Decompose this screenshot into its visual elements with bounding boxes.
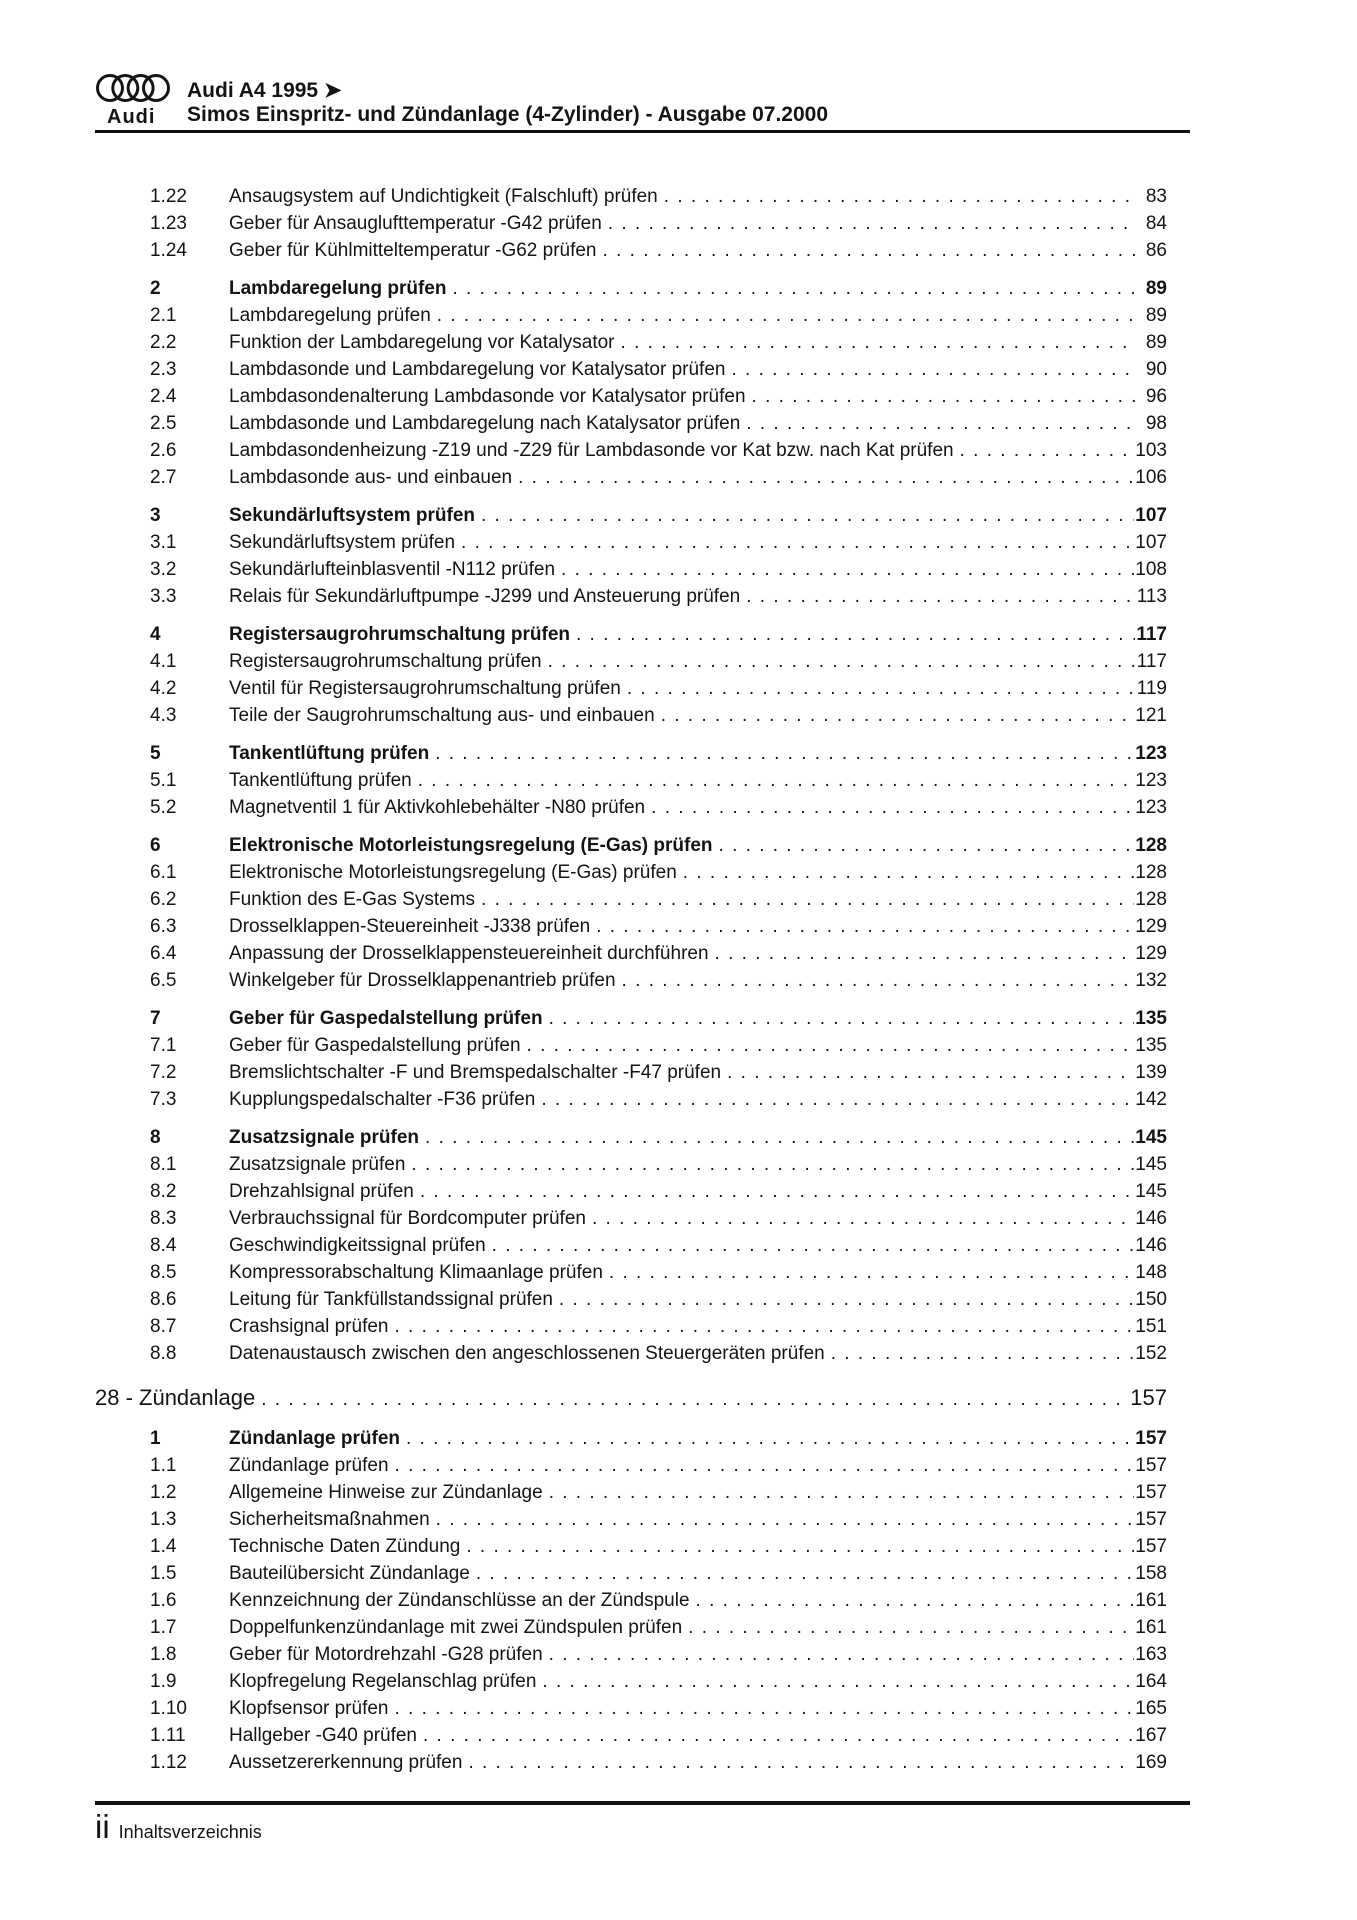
toc-row-title: Geber für Gaspedalstellung prüfen (229, 1035, 521, 1056)
toc-row-title: Bauteilübersicht Zündanlage (229, 1563, 470, 1584)
toc-row (150, 1340, 1167, 1367)
toc-row-title: Geschwindigkeitssignal prüfen (229, 1235, 486, 1256)
dot-leader (688, 1614, 1134, 1641)
dot-leader (436, 1506, 1135, 1533)
toc-row-page: 169 (1135, 1752, 1167, 1773)
toc-row (150, 967, 1167, 994)
footer-page-number: ii (95, 1808, 110, 1845)
dot-leader (466, 1533, 1134, 1560)
toc-row (150, 740, 1167, 767)
footer-divider (95, 1801, 1190, 1805)
toc-row-page: 123 (1135, 797, 1167, 818)
footer-label: Inhaltsverzeichnis (118, 1822, 262, 1842)
toc-row-number: 1.22 (150, 186, 187, 207)
toc-row-page: 119 (1136, 678, 1167, 699)
toc-row-page: 129 (1135, 943, 1167, 964)
toc-row-number: 3.2 (150, 559, 177, 580)
dot-leader (661, 702, 1135, 729)
toc-row-page: 145 (1135, 1181, 1167, 1202)
toc-row-page: 163 (1135, 1644, 1167, 1665)
toc-row-number: 8.5 (150, 1262, 177, 1283)
toc-row-page: 135 (1135, 1008, 1167, 1029)
toc-row-page: 121 (1135, 705, 1167, 726)
toc-row-page: 167 (1135, 1725, 1167, 1746)
dot-leader (425, 1124, 1134, 1151)
toc-row-number: 6.1 (150, 862, 177, 883)
toc-row (150, 1005, 1167, 1032)
dot-leader (423, 1722, 1134, 1749)
toc-row-page: 157 (1135, 1536, 1167, 1557)
toc-row-title: Ventil für Registersaugrohrumschaltung prüfen (229, 678, 621, 699)
toc-row-number: 2.7 (150, 467, 177, 488)
toc-row-number: 7.2 (150, 1062, 177, 1083)
toc-row-number: 1.1 (150, 1455, 177, 1476)
toc-row-page: 89 (1145, 278, 1167, 299)
toc-row-number: 8.4 (150, 1235, 177, 1256)
dot-leader (468, 1749, 1134, 1776)
toc-row-number: 1.2 (150, 1482, 177, 1503)
toc-row-page: 129 (1135, 916, 1167, 937)
toc-row-title: Klopfregelung Regelanschlag prüfen (229, 1671, 537, 1692)
toc-row-page: 89 (1145, 332, 1167, 353)
toc-row-title: Sekundärluftsystem prüfen (229, 532, 456, 553)
toc-row-title: Anpassung der Drosselklappensteuereinheit durchführen (229, 943, 709, 964)
toc-row (150, 1178, 1167, 1205)
toc-row-number: 7.1 (150, 1035, 177, 1056)
toc-row (150, 1205, 1167, 1232)
dot-leader (481, 886, 1134, 913)
toc-row-title: Klopfsensor prüfen (229, 1698, 389, 1719)
dot-leader (395, 1695, 1135, 1722)
toc-row-page: 128 (1135, 862, 1167, 883)
toc-row-number: 1 (150, 1428, 161, 1449)
toc-row (150, 502, 1167, 529)
toc-row-page: 157 (1130, 1385, 1167, 1410)
toc-row-page: 117 (1136, 651, 1167, 672)
dot-leader (609, 1259, 1134, 1286)
toc-row-page: 106 (1135, 467, 1167, 488)
toc-row-title: Zündanlage prüfen (229, 1428, 400, 1449)
toc-row-page: 84 (1145, 213, 1167, 234)
toc-row (150, 767, 1167, 794)
dot-leader (592, 1205, 1134, 1232)
toc-row-number: 8 (150, 1127, 161, 1148)
audi-rings-icon (95, 66, 171, 110)
toc-row-page: 157 (1135, 1509, 1167, 1530)
toc-row-title: Drehzahlsignal prüfen (229, 1181, 414, 1202)
toc-row-page: 98 (1145, 413, 1167, 434)
toc-row-page: 146 (1135, 1208, 1167, 1229)
toc-row-page: 157 (1135, 1455, 1167, 1476)
toc-row (150, 275, 1167, 302)
toc-row-number: 2.5 (150, 413, 177, 434)
toc-row-title: Kennzeichnung der Zündanschlüsse an der Zündspule (229, 1590, 690, 1611)
toc-row-title: Kompressorabschaltung Klimaanlage prüfen (229, 1262, 603, 1283)
toc-row-title: Sicherheitsmaßnahmen (229, 1509, 430, 1530)
toc-row-title: Teile der Saugrohrumschaltung aus- und einbauen (229, 705, 655, 726)
toc-row (150, 1749, 1167, 1776)
toc-row-title: Funktion der Lambdaregelung vor Katalysator (229, 332, 615, 353)
toc-row (150, 1232, 1167, 1259)
toc-row-title: Lambdasonde und Lambdaregelung vor Katalysator prüfen (229, 359, 726, 380)
toc-row-page: 165 (1135, 1698, 1167, 1719)
toc-row (150, 210, 1167, 237)
toc-row-page: 139 (1135, 1062, 1167, 1083)
toc-row-title: Allgemeine Hinweise zur Zündanlage (229, 1482, 543, 1503)
toc-row-title: Lambdaregelung prüfen (229, 278, 447, 299)
toc-row-title: 28 - Zündanlage (95, 1385, 256, 1410)
dot-leader (559, 1286, 1134, 1313)
dot-leader (831, 1340, 1135, 1367)
toc-row-number: 6.4 (150, 943, 177, 964)
toc-row-page: 117 (1136, 624, 1167, 645)
toc-row-page: 135 (1135, 1035, 1167, 1056)
toc-row-page: 161 (1135, 1590, 1167, 1611)
dot-leader (561, 556, 1134, 583)
toc-row (150, 1506, 1167, 1533)
toc-row (150, 1086, 1167, 1113)
toc-row (150, 1059, 1167, 1086)
toc-row-title: Datenaustausch zwischen den angeschlossenen Steuergeräten prüfen (229, 1343, 825, 1364)
toc-row-title: Lambdasondenheizung -Z19 und -Z29 für Lambdasonde vor Kat bzw. nach Kat prüfen (229, 440, 954, 461)
toc-row-title: Tankentlüftung prüfen (229, 770, 412, 791)
dot-leader (719, 832, 1135, 859)
dot-leader (261, 1384, 1129, 1416)
toc-row-number: 8.2 (150, 1181, 177, 1202)
toc-row-title: Magnetventil 1 für Aktivkohlebehälter -N80 prüfen (229, 797, 646, 818)
dot-leader (608, 210, 1136, 237)
toc-row-page: 145 (1135, 1154, 1167, 1175)
toc-row-number: 1.24 (150, 240, 187, 261)
toc-row (150, 1668, 1167, 1695)
toc-row (150, 529, 1167, 556)
toc-row-number: 2.2 (150, 332, 177, 353)
toc-row (150, 1286, 1167, 1313)
dot-leader (622, 967, 1135, 994)
toc-row (150, 1425, 1167, 1452)
toc-row (150, 410, 1167, 437)
toc-row-number: 8.1 (150, 1154, 177, 1175)
toc-row-page: 107 (1135, 505, 1167, 526)
dot-leader (476, 1560, 1134, 1587)
toc-row-page: 128 (1135, 889, 1167, 910)
toc-row-number: 6 (150, 835, 161, 856)
toc-row-number: 8.3 (150, 1208, 177, 1229)
toc-row-page: 123 (1135, 743, 1167, 764)
toc-row-number: 2.6 (150, 440, 177, 461)
dot-leader (452, 275, 1136, 302)
toc-row-title: Funktion des E-Gas Systems (229, 889, 476, 910)
dot-leader (576, 621, 1135, 648)
toc-row-title: Ansaugsystem auf Undichtigkeit (Falschluft) prüfen (229, 186, 658, 207)
toc-row-page: 145 (1135, 1127, 1167, 1148)
toc-row-page: 151 (1135, 1316, 1167, 1337)
dot-leader (461, 529, 1134, 556)
toc-row (150, 302, 1167, 329)
toc-row-page: 108 (1135, 559, 1167, 580)
toc-row-title: Hallgeber -G40 prüfen (229, 1725, 417, 1746)
toc-row (150, 1151, 1167, 1178)
dot-leader (549, 1005, 1135, 1032)
dot-leader (437, 302, 1136, 329)
toc-row (150, 832, 1167, 859)
toc-row-number: 4 (150, 624, 161, 645)
toc-row-number: 4.2 (150, 678, 177, 699)
toc-row-number: 6.3 (150, 916, 177, 937)
table-of-contents (95, 183, 1167, 1776)
toc-row-number: 1.12 (150, 1752, 187, 1773)
toc-row-title: Crashsignal prüfen (229, 1316, 389, 1337)
toc-row-number: 1.23 (150, 213, 187, 234)
dot-leader (727, 1059, 1134, 1086)
toc-row-title: Elektronische Motorleistungsregelung (E-Gas) prüfen (229, 835, 713, 856)
dot-leader (394, 1313, 1134, 1340)
header-model-line: Audi A4 1995 ➤ (187, 79, 342, 102)
toc-row-number: 7 (150, 1008, 161, 1029)
toc-row (150, 648, 1167, 675)
toc-row-number: 3.1 (150, 532, 177, 553)
toc-row-title: Drosselklappen-Steuereinheit -J338 prüfen (229, 916, 591, 937)
dot-leader (406, 1425, 1134, 1452)
toc-row-number: 3 (150, 505, 161, 526)
dot-leader (418, 767, 1135, 794)
toc-row-number: 6.2 (150, 889, 177, 910)
toc-row (150, 583, 1167, 610)
toc-row (150, 859, 1167, 886)
toc-row-number: 5 (150, 743, 161, 764)
toc-row-number: 7.3 (150, 1089, 177, 1110)
dot-leader (541, 1086, 1134, 1113)
toc-row-page: 161 (1135, 1617, 1167, 1638)
dot-leader (518, 464, 1134, 491)
toc-row-page: 152 (1135, 1343, 1167, 1364)
toc-row (150, 1259, 1167, 1286)
toc-row-title: Zusatzsignale prüfen (229, 1154, 406, 1175)
toc-row-number: 2.4 (150, 386, 177, 407)
toc-row-title: Technische Daten Zündung (229, 1536, 461, 1557)
toc-row-title: Lambdasondenalterung Lambdasonde vor Katalysator prüfen (229, 386, 746, 407)
toc-row (150, 1587, 1167, 1614)
toc-row-number: 1.3 (150, 1509, 177, 1530)
toc-row-page: 107 (1135, 532, 1167, 553)
toc-row-title: Registersaugrohrumschaltung prüfen (229, 624, 570, 645)
toc-row-number: 1.8 (150, 1644, 177, 1665)
toc-row-number: 6.5 (150, 970, 177, 991)
toc-row-number: 1.11 (150, 1725, 186, 1746)
toc-row-title: Verbrauchssignal für Bordcomputer prüfen (229, 1208, 586, 1229)
toc-row-title: Elektronische Motorleistungsregelung (E-Gas) prüfen (229, 862, 677, 883)
toc-row-number: 5.2 (150, 797, 177, 818)
toc-row-title: Lambdasonde und Lambdaregelung nach Katalysator prüfen (229, 413, 741, 434)
toc-row-page: 113 (1136, 586, 1167, 607)
toc-row-page: 164 (1135, 1671, 1167, 1692)
toc-row-title: Bremslichtschalter -F und Bremspedalschalter -F47 prüfen (229, 1062, 722, 1083)
dot-leader (548, 648, 1136, 675)
toc-row-page: 90 (1145, 359, 1167, 380)
toc-row-title: Geber für Gaspedalstellung prüfen (229, 1008, 543, 1029)
audi-wordmark: Audi (107, 106, 156, 128)
dot-leader (627, 675, 1136, 702)
toc-row-number: 2.1 (150, 305, 177, 326)
dot-leader (411, 1151, 1134, 1178)
toc-row-page: 142 (1135, 1089, 1167, 1110)
toc-row-title: Lambdasonde aus- und einbauen (229, 467, 513, 488)
toc-row-page: 157 (1135, 1482, 1167, 1503)
toc-row-page: 103 (1135, 440, 1167, 461)
toc-row-number: 8.6 (150, 1289, 177, 1310)
dot-leader (746, 583, 1135, 610)
toc-row-title: Leitung für Tankfüllstandssignal prüfen (229, 1289, 553, 1310)
toc-row-number: 3.3 (150, 586, 177, 607)
dot-leader (731, 356, 1136, 383)
toc-row (150, 1479, 1167, 1506)
toc-row (150, 886, 1167, 913)
dot-leader (527, 1032, 1135, 1059)
toc-row (150, 940, 1167, 967)
toc-row (150, 913, 1167, 940)
toc-row-page: 157 (1135, 1428, 1167, 1449)
toc-row-title: Geber für Kühlmitteltemperatur -G62 prüfen (229, 240, 597, 261)
header-divider (95, 130, 1190, 133)
dot-leader (683, 859, 1135, 886)
dot-leader (664, 183, 1136, 210)
toc-row-page: 96 (1145, 386, 1167, 407)
toc-row (150, 1695, 1167, 1722)
dot-leader (395, 1452, 1135, 1479)
toc-row-page: 83 (1145, 186, 1167, 207)
toc-row (150, 383, 1167, 410)
page-footer (95, 1808, 262, 1846)
toc-row (150, 1614, 1167, 1641)
toc-row-title: Zusatzsignale prüfen (229, 1127, 420, 1148)
dot-leader (549, 1479, 1135, 1506)
toc-row (150, 621, 1167, 648)
dot-leader (549, 1641, 1135, 1668)
toc-row-number: 4.1 (150, 651, 177, 672)
toc-row (150, 1452, 1167, 1479)
toc-row-number: 8.8 (150, 1343, 177, 1364)
toc-row (150, 675, 1167, 702)
toc-row (150, 556, 1167, 583)
toc-row-number: 8.7 (150, 1316, 177, 1337)
toc-row-page: 89 (1145, 305, 1167, 326)
toc-row-title: Kupplungspedalschalter -F36 prüfen (229, 1089, 536, 1110)
toc-row-number: 1.6 (150, 1590, 177, 1611)
dot-leader (621, 329, 1136, 356)
toc-row-title: Winkelgeber für Drosselklappenantrieb prüfen (229, 970, 616, 991)
toc-row-page: 86 (1145, 240, 1167, 261)
toc-row-title: Relais für Sekundärluftpumpe -J299 und Ansteuerung prüfen (229, 586, 741, 607)
toc-row (150, 1560, 1167, 1587)
dot-leader (651, 794, 1134, 821)
toc-row (150, 1722, 1167, 1749)
toc-row (150, 1641, 1167, 1668)
toc-row (150, 356, 1167, 383)
toc-row (150, 1533, 1167, 1560)
toc-row (150, 1124, 1167, 1151)
toc-row-number: 5.1 (150, 770, 177, 791)
toc-row-number: 1.5 (150, 1563, 177, 1584)
toc-row-title: Doppelfunkenzündanlage mit zwei Zündspulen prüfen (229, 1617, 683, 1638)
toc-row-page: 146 (1135, 1235, 1167, 1256)
header-subtitle: Simos Einspritz- und Zündanlage (4-Zylinder) - Ausgabe 07.2000 (187, 103, 829, 126)
toc-row (150, 237, 1167, 264)
toc-row-page: 148 (1135, 1262, 1167, 1283)
toc-row (150, 1313, 1167, 1340)
dot-leader (603, 237, 1136, 264)
toc-row-page: 150 (1135, 1289, 1167, 1310)
toc-row-title: Aussetzererkennung prüfen (229, 1752, 463, 1773)
dot-leader (420, 1178, 1134, 1205)
toc-row-page: 128 (1135, 835, 1167, 856)
toc-row (150, 437, 1167, 464)
dot-leader (596, 913, 1134, 940)
toc-row-page: 132 (1135, 970, 1167, 991)
toc-row-title: Geber für Motordrehzahl -G28 prüfen (229, 1644, 543, 1665)
toc-row (150, 183, 1167, 210)
toc-row-title: Tankentlüftung prüfen (229, 743, 430, 764)
toc-row-number: 1.10 (150, 1698, 187, 1719)
toc-row-title: Zündanlage prüfen (229, 1455, 389, 1476)
toc-row-number: 1.9 (150, 1671, 177, 1692)
toc-row (150, 702, 1167, 729)
toc-row (150, 329, 1167, 356)
toc-row-title: Registersaugrohrumschaltung prüfen (229, 651, 542, 672)
dot-leader (746, 410, 1136, 437)
toc-row (150, 464, 1167, 491)
dot-leader (696, 1587, 1135, 1614)
dot-leader (752, 383, 1136, 410)
toc-row (95, 1382, 1167, 1414)
toc-row-title: Geber für Ansauglufttemperatur -G42 prüfen (229, 213, 602, 234)
toc-row-number: 2 (150, 278, 161, 299)
dot-leader (481, 502, 1134, 529)
toc-row-number: 1.7 (150, 1617, 177, 1638)
toc-row (150, 794, 1167, 821)
dot-leader (542, 1668, 1134, 1695)
dot-leader (960, 437, 1135, 464)
toc-row-title: Sekundärluftsystem prüfen (229, 505, 475, 526)
toc-row-title: Lambdaregelung prüfen (229, 305, 431, 326)
dot-leader (435, 740, 1134, 767)
toc-row-page: 158 (1135, 1563, 1167, 1584)
dot-leader (492, 1232, 1135, 1259)
dot-leader (715, 940, 1135, 967)
toc-row (150, 1032, 1167, 1059)
toc-row-title: Sekundärlufteinblasventil -N112 prüfen (229, 559, 556, 580)
toc-row-number: 4.3 (150, 705, 177, 726)
toc-row-page: 123 (1135, 770, 1167, 791)
toc-row-number: 2.3 (150, 359, 177, 380)
toc-row-number: 1.4 (150, 1536, 177, 1557)
